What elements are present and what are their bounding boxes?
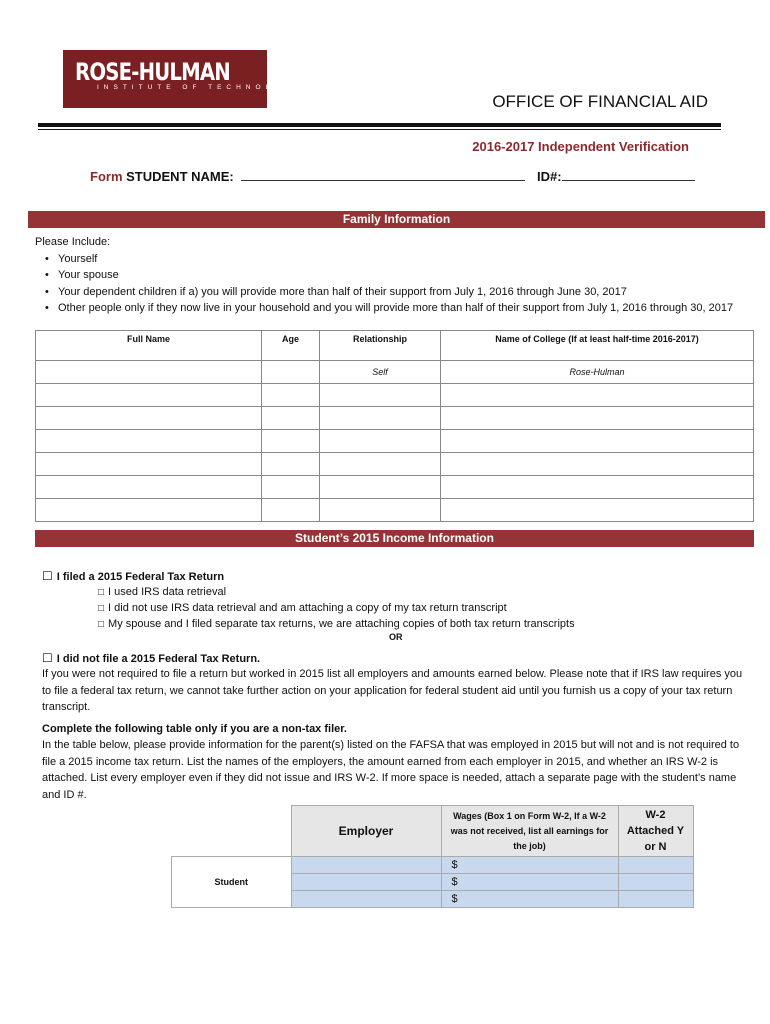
- college-cell[interactable]: [441, 453, 754, 476]
- not-filed-paragraph: If you were not required to file a return but worked in 2015 list all employers and amounts earned below. Please note that if IRS law requires you to file a federal tax return, we cannot take further action on your application for federal student aid until you furnish us a copy of your tax return transcript.: [42, 668, 743, 713]
- student-name-field[interactable]: [241, 168, 525, 181]
- include-list: [35, 251, 765, 317]
- employer-table-header: [172, 806, 694, 857]
- table-row: [36, 384, 754, 407]
- table-row: [36, 430, 754, 453]
- age-cell[interactable]: [262, 453, 320, 476]
- checkbox-not-filed[interactable]: ☐: [42, 651, 53, 665]
- college-cell[interactable]: Rose-Hulman: [441, 361, 754, 384]
- wages-cell[interactable]: $: [441, 874, 618, 891]
- col-age: Age: [262, 331, 320, 361]
- id-label: ID#:: [537, 169, 562, 184]
- student-name-label: STUDENT NAME:: [126, 169, 234, 184]
- name-cell[interactable]: [36, 476, 262, 499]
- age-cell[interactable]: [262, 430, 320, 453]
- table-row: [36, 499, 754, 522]
- relationship-cell[interactable]: [320, 384, 441, 407]
- complete-paragraph: In the table below, please provide information for the parent(s) listed on the FAFSA that was employed in 2015 but will not and is not required to file a 2015 income tax return. List the names of the employers, the amount earned from each employer in 2015, and whether an IRS W-2 is attached. List every employer even if they did not issue and IRS W-2. If more space is needed, attach a separate page with the student’s name and ID #.: [42, 739, 740, 801]
- please-include-section: [35, 234, 765, 317]
- name-cell[interactable]: [36, 499, 262, 522]
- id-field[interactable]: [562, 168, 695, 181]
- table-row: [36, 476, 754, 499]
- rose-hulman-logo: [63, 50, 304, 108]
- age-cell[interactable]: [262, 384, 320, 407]
- name-cell[interactable]: [36, 453, 262, 476]
- wages-header: Wages (Box 1 on Form W-2, If a W-2 was not received, list all earnings for the job): [441, 806, 618, 857]
- checkbox-no-irs-retrieval[interactable]: □: [98, 603, 105, 614]
- age-cell[interactable]: [262, 476, 320, 499]
- office-title: OFFICE OF FINANCIAL AID: [492, 92, 708, 111]
- table-row: [36, 453, 754, 476]
- include-item: • Yourself: [58, 251, 765, 268]
- option-separate-returns: [98, 616, 575, 633]
- filed-label: I filed a 2015 Federal Tax Return: [56, 571, 225, 583]
- col-relationship: Relationship: [320, 331, 441, 361]
- college-cell[interactable]: [441, 430, 754, 453]
- age-cell[interactable]: [262, 361, 320, 384]
- include-item: • Your dependent children if a) you will provide more than half of their support from July 1, 2016 through June 30, 2017: [58, 284, 765, 301]
- employer-cell[interactable]: [291, 857, 441, 874]
- w2-cell[interactable]: [618, 874, 693, 891]
- student-row-label: Student: [172, 857, 292, 908]
- logo-sub-text: INSTITUTE OF TECHNOLOGY: [97, 84, 304, 91]
- college-cell[interactable]: [441, 476, 754, 499]
- relationship-cell[interactable]: Self: [320, 361, 441, 384]
- col-college: Name of College (If at least half-time 2016-2017): [441, 331, 754, 361]
- id-part: [537, 168, 695, 184]
- name-cell[interactable]: [36, 407, 262, 430]
- form-subtitle: 2016-2017 Independent Verification: [472, 139, 689, 154]
- checkbox-filed[interactable]: ☐: [42, 569, 53, 583]
- age-cell[interactable]: [262, 499, 320, 522]
- employer-table: [171, 805, 694, 908]
- income-info-banner: Student’s 2015 Income Information: [35, 530, 754, 547]
- checkbox-irs-retrieval[interactable]: □: [98, 587, 105, 598]
- option-no-irs-retrieval: [98, 600, 507, 617]
- relationship-cell[interactable]: [320, 407, 441, 430]
- logo-main-text: ROSE-HULMAN: [75, 58, 230, 86]
- family-info-banner: Family Information: [28, 211, 765, 228]
- student-info-line: [90, 168, 562, 184]
- college-cell[interactable]: [441, 384, 754, 407]
- include-item: • Other people only if they now live in your household and you will provide more than half of their support from July 1, 2016 through 30, 2017: [58, 300, 765, 317]
- relationship-cell[interactable]: [320, 499, 441, 522]
- option-label: I used IRS data retrieval: [108, 586, 227, 598]
- relationship-cell[interactable]: [320, 430, 441, 453]
- relationship-cell[interactable]: [320, 476, 441, 499]
- family-table: [35, 330, 754, 522]
- form-word: Form: [90, 169, 123, 184]
- w2-cell[interactable]: [618, 857, 693, 874]
- option-label: I did not use IRS data retrieval and am attaching a copy of my tax return transcript: [108, 602, 507, 614]
- family-table-header: [36, 331, 754, 361]
- please-include-label: Please Include:: [35, 236, 111, 248]
- employer-cell[interactable]: [291, 891, 441, 908]
- filed-return-option: [42, 568, 224, 585]
- name-cell[interactable]: [36, 384, 262, 407]
- employer-header: Employer: [291, 806, 441, 857]
- complete-heading: Complete the following table only if you are a non-tax filer.: [42, 723, 347, 735]
- not-filed-option: [42, 650, 260, 667]
- age-cell[interactable]: [262, 407, 320, 430]
- table-row: [36, 361, 754, 384]
- header-rule-thick: [38, 123, 721, 127]
- checkbox-separate-returns[interactable]: □: [98, 619, 105, 630]
- not-filed-label: I did not file a 2015 Federal Tax Return.: [56, 653, 261, 665]
- employer-cell[interactable]: [291, 874, 441, 891]
- col-full-name: Full Name: [36, 331, 262, 361]
- include-item: • Your spouse: [58, 267, 765, 284]
- w2-cell[interactable]: [618, 891, 693, 908]
- name-cell[interactable]: [36, 430, 262, 453]
- relationship-cell[interactable]: [320, 453, 441, 476]
- option-label: My spouse and I filed separate tax returns, we are attaching copies of both tax return transcripts: [108, 618, 575, 630]
- table-row: [36, 407, 754, 430]
- header-rule-thin: [38, 129, 721, 130]
- wages-cell[interactable]: $: [441, 891, 618, 908]
- option-irs-retrieval: [98, 584, 226, 601]
- or-label: OR: [389, 632, 403, 642]
- name-cell[interactable]: [36, 361, 262, 384]
- w2-header: W-2 Attached Y or N: [618, 806, 693, 857]
- college-cell[interactable]: [441, 499, 754, 522]
- table-row: [172, 857, 694, 874]
- wages-cell[interactable]: $: [441, 857, 618, 874]
- college-cell[interactable]: [441, 407, 754, 430]
